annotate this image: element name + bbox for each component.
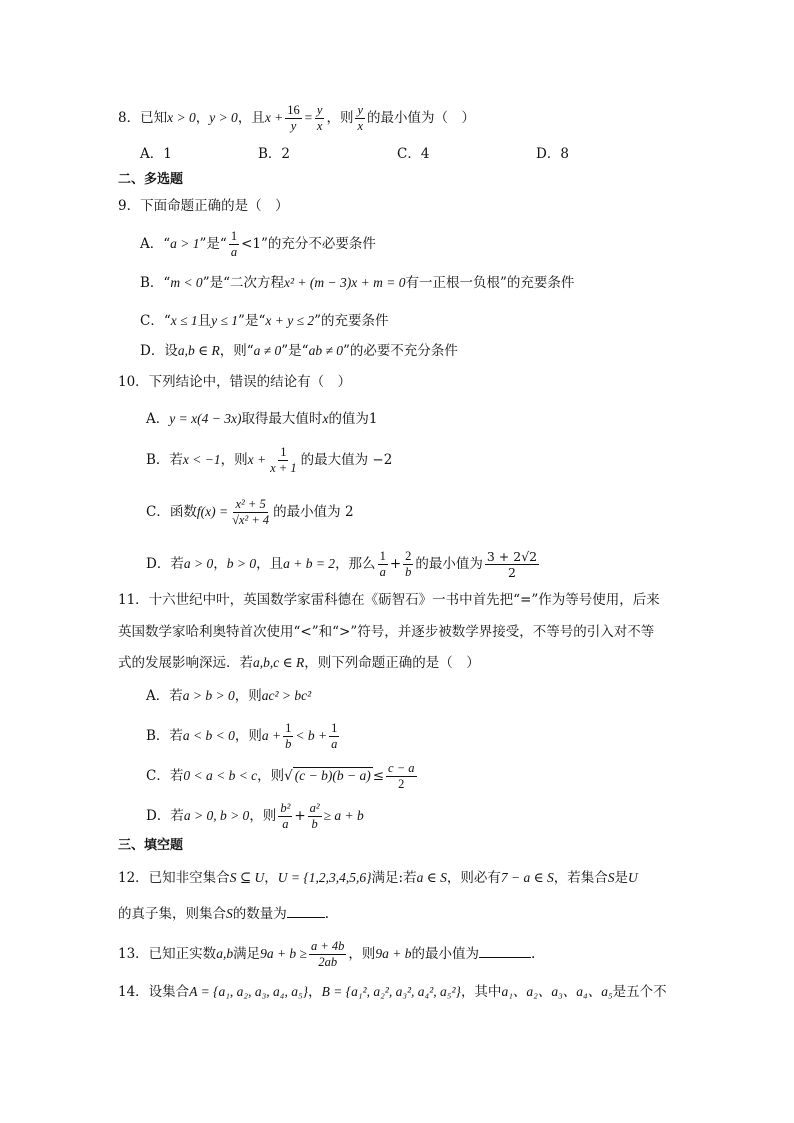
q11-option-c [146,762,419,791]
q11-line3 [118,655,480,671]
q12-line1 [118,870,638,886]
q10-a-tail: 的值为1 [328,411,378,427]
q9-c-cond2: y ≤ 1 [211,313,239,328]
q13-line [118,940,535,969]
q11-line1: 11．十六世纪中叶，英国数学家雷科德在《砺智石》一书中首先把“=”作为等号使用，后来 [118,592,660,608]
q8-sep1: ， [195,110,210,127]
q11-b-mid: ，则 [234,728,262,745]
q9-option-c [140,313,389,329]
q10-d-c2: b > 0 [226,556,257,572]
q11-a-pre: A．若 [146,688,183,704]
q13-mid2: ，则 [348,946,376,963]
q10-d-frac1-num: 1 [378,550,388,565]
q10-d-frac2-den: b [405,565,412,580]
q9-c-cond1: x ≤ 1 [170,313,198,328]
q10-d-s2: ，且 [256,556,284,573]
q8-stem [118,104,475,133]
q9-b-pre: B．“ [140,275,171,291]
q13-vars: a,b [216,946,234,962]
q10-d-c1: a > 0 [183,556,214,572]
q11-b-e1: a + [261,728,282,744]
q8-frac2-den: x [316,119,323,134]
q10-option-b [146,446,392,475]
q11-c-pre: C．若 [146,768,184,785]
q11-b-frac2 [329,722,339,751]
q8-cond2: y > 0 [209,110,238,126]
q12-c1: a ∈ S [416,870,447,885]
q11-b-frac1 [283,722,293,751]
q8-lead: 已知 [140,110,168,127]
q9-a-tail: ”的充分不必要条件 [261,236,376,253]
q9-a-lt: <1 [241,236,261,253]
q11-b-frac1-num: 1 [283,722,293,737]
q9-a-pre: A．“ [140,236,171,253]
q12-u: U = {1,2,3,4,5,6} [277,870,372,885]
q10-c-pre: C．函数 [146,504,197,521]
q12-u2: U [627,870,638,885]
q11-d-frac1 [278,802,292,831]
q8-num: 8． [118,110,141,127]
q13-tail: 的最小值为 [411,946,480,963]
q12-s2: S [607,870,615,885]
q14-a-set: A = {a₁, a₂, a₃, a₄, a₅} [189,984,309,999]
q12-s3: S [226,906,233,921]
q10-c-f: f(x) = [196,504,229,520]
q9-c-and: 且 [197,313,212,329]
q12-line2-a: 的真子集，则集合 [118,906,226,922]
q11-d-frac1-num: b² [278,802,292,817]
q12-answer-blank[interactable] [287,905,325,918]
q13-frac [309,940,346,969]
q11-d-frac1-den: a [282,817,289,832]
q10-b-frac-den: x + 1 [270,461,297,476]
q11-option-d [146,802,364,831]
q11-b-cond: a < b < 0 [182,728,235,744]
q9-d-cond1: a ≠ 0 [253,343,282,358]
q10-c-frac-den: √x² + 4 [232,513,270,528]
section-fill-in: 三、填空题 [118,838,184,853]
q12-line2 [118,905,329,922]
q13-frac-den: 2ab [318,955,338,970]
q13-expr2: 9a + b [375,946,412,962]
q8-frac3-den: x [357,119,364,134]
q12-s1: S ⊆ U [229,870,265,885]
q9-a-frac [229,230,239,259]
q11-b-pre: B．若 [146,728,183,745]
q9-option-d [140,343,458,359]
q11-d-tail: ≥ a + b [323,808,364,824]
q9-a-cond: a > 1 [170,236,200,252]
q10-d-frac1 [378,550,388,579]
q11-c-frac-den: 2 [398,777,405,792]
q11-option-b [146,722,341,751]
q14-line [118,984,667,1000]
q10-d-pre: D．若 [146,556,184,573]
q11-d-frac2 [308,802,322,831]
q10-b-frac-num: 1 [278,446,288,461]
q10-c-tail: 的最小值为 2 [273,504,354,521]
q10-d-c3: a + b = 2 [283,556,336,572]
q9-d-pre: D．设 [140,343,178,359]
q12-line2-b: 的数量为 [232,906,287,922]
q13-mid1: 满足 [233,946,261,963]
q11-d-frac2-num: a² [308,802,322,817]
q10-b-frac [268,446,298,475]
q9-b-mid: ”是“二次方程 [202,275,284,291]
q14-tail: 是五个不 [612,984,667,1000]
q11-c-frac-num: c − a [386,762,416,777]
q11-c-frac [386,762,416,791]
q9-d-mid1: ，则“ [219,343,254,359]
q11-b-frac2-den: a [331,737,338,752]
q12-mid4: 是 [614,870,628,886]
q11-d-cond: a > 0, b > 0 [183,808,250,824]
q8-option-d: D．8 [536,146,569,162]
q8-cond1: x > 0 [167,110,196,126]
q9-c-cond3: x + y ≤ 2 [265,313,315,328]
q11-d-frac2-den: b [311,817,318,832]
q8-frac3-num: y [355,104,365,119]
q11-d-plus: + [294,808,306,825]
q10-option-a [146,411,378,427]
q9-d-mid2: ”是“ [281,343,309,359]
q9-b-tail: 有一正根一负根”的充要条件 [405,275,575,291]
q10-d-mid: 的最小值为 [415,556,483,573]
q10-d-frac3-num: 3 + 2√2 [486,549,538,564]
q10-c-frac [230,498,271,527]
q12-mid2: ，则必有 [446,870,501,886]
q9-option-b [140,275,574,291]
q14-sep: ， [308,984,322,1000]
q11-a-expr: ac² > bc² [261,688,312,703]
q8-sep2: ，且 [237,110,265,127]
q11-d-mid: ，则 [249,808,277,825]
q12-end: . [324,906,330,922]
q9-d-set: a,b ∈ R [177,343,220,358]
q12-mid1: 满足:若 [371,870,417,886]
q10-b-expr: x + [247,452,267,468]
q9-a-frac-den: a [230,245,238,260]
q10-b-tail: 的最大值为 −2 [300,452,393,469]
q8-option-b: B．2 [258,146,291,162]
q14-mid: ，其中 [460,984,502,1000]
q8-mid: ，则 [326,110,354,127]
q9-b-cond: m < 0 [170,275,203,290]
q10-d-frac2-num: 2 [403,550,413,565]
q11-b-frac1-den: b [285,737,292,752]
q9-d-tail: ”的必要不充分条件 [343,343,458,359]
q9-b-eq: x² + (m − 3)x + m = 0 [284,275,406,290]
q11-d-pre: D．若 [146,808,184,825]
q10-a-expr: y = x(4 − 3x) [169,411,242,426]
q10-a-var: x [322,411,329,426]
q12-mid3: ，若集合 [553,870,608,886]
q11-c-sqrt-sign: √ [284,768,293,785]
q11-a-cond: a > b > 0 [182,688,235,703]
q11-b-frac2-num: 1 [329,722,339,737]
q8-eq-a: x + [264,110,284,126]
q13-pre: 13．已知正实数 [118,946,217,963]
q9-a-frac-num: 1 [229,230,239,245]
q14-pre: 14．设集合 [118,984,190,1000]
q8-tail: 的最小值为（ ） [367,110,476,127]
q10-a-pre: A． [146,411,170,427]
q14-list: a₁、a₂、a₃、a₄、a₅ [501,984,613,999]
q10-c-frac-num: x² + 5 [233,498,267,513]
q9-d-cond2: ab ≠ 0 [308,343,344,358]
q10-b-cond: x < −1 [182,452,221,468]
q11-line3-a: 式的发展影响深远．若 [118,655,253,671]
q10-d-frac3-den: 2 [508,565,516,581]
q10-b-mid: ，则 [220,452,248,469]
q11-line3-b: ，则下列命题正确的是（ ） [304,655,480,671]
q12-pre: 12．已知非空集合 [118,870,230,886]
q13-end: . [531,946,536,963]
q12-sep: ， [264,870,278,886]
q12-c2: 7 − a ∈ S [500,870,554,885]
q10-a-mid: 取得最大值时 [241,411,323,427]
q8-eq-b: = [303,110,313,126]
q11-c-sqrt: (c − b)(b − a) [294,768,371,784]
q11-option-a [146,688,311,704]
q9-a-mid: ”是“ [199,236,227,253]
q8-frac2 [315,104,325,133]
q8-frac1 [285,104,302,133]
q10-d-s1: ， [213,556,227,573]
q13-frac-num: a + 4b [309,940,346,955]
q9-c-pre: C．“ [140,313,171,329]
q9-stem: 9．下面命题正确的是（ ） [118,198,289,214]
q14-b-set: B = {a₁², a₂², a₃², a₄², a₅²} [321,984,461,999]
q11-a-mid: ，则 [234,688,262,704]
q11-line2: 英国数学家哈利奥特首次使用“<”和“>”符号，并逐步被数学界接受，不等号的引入对不等 [118,624,655,640]
q8-frac1-den: y [290,119,297,134]
q10-b-pre: B．若 [146,452,183,469]
q10-d-frac3 [485,550,539,579]
q8-option-c: C．4 [397,146,430,162]
q13-answer-blank[interactable] [479,945,531,958]
q10-d-plus: + [389,556,402,573]
q10-option-d [146,550,541,579]
q11-c-cond: 0 < a < b < c [183,768,258,784]
q9-c-tail: ”的充要条件 [314,313,389,329]
q8-frac3 [355,104,365,133]
q11-c-mid: ，则 [257,768,285,785]
q11-b-e2: < b + [295,728,328,744]
q8-frac2-num: y [315,104,325,119]
section-multiple-choice: 二、多选题 [118,172,184,187]
q10-d-frac2 [403,550,413,579]
q10-option-c [146,498,354,527]
q11-line3-set: a,b,c ∈ R [253,655,305,670]
q8-frac1-num: 16 [285,104,302,119]
q10-stem: 10．下列结论中，错误的结论有（ ） [118,374,352,390]
q9-option-a [140,230,376,259]
q13-expr: 9a + b ≥ [260,946,307,962]
q10-d-s3: ，那么 [335,556,376,573]
q9-c-mid: ”是“ [238,313,266,329]
q11-c-le: ≤ [372,768,385,785]
q8-option-a: A．1 [140,146,172,162]
q10-d-frac1-den: a [379,565,386,580]
